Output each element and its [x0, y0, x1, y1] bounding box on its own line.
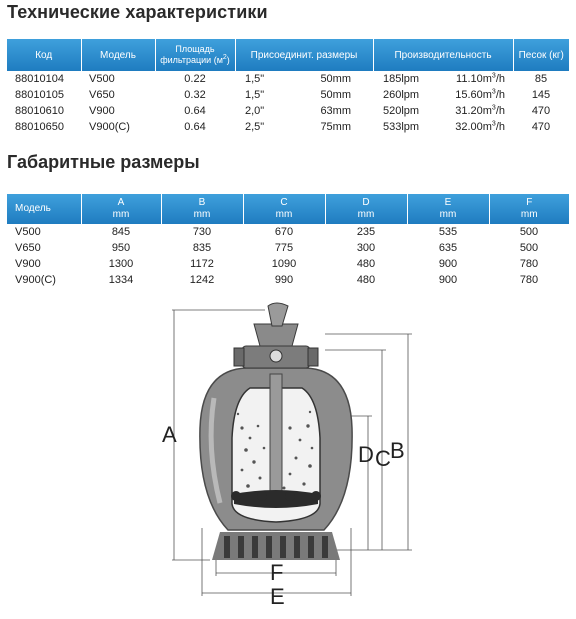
cell-area: 0.32: [184, 89, 206, 101]
capacity-m3h: [455, 121, 505, 133]
capacity-lpm: 260lpm: [383, 89, 420, 101]
dims-cell-value: 780: [519, 258, 539, 270]
multiport-valve: [234, 303, 318, 368]
label-b: B: [390, 438, 405, 463]
cell-sand: 470: [531, 121, 551, 133]
dims-cell-value: 950: [111, 242, 131, 254]
dims-cell-value: 235: [356, 226, 376, 238]
dims-header-1: [81, 194, 161, 224]
cell-connection: [235, 119, 373, 135]
spec-row: [7, 119, 569, 135]
valve-handle-icon: [268, 303, 288, 326]
dims-title: Габаритные размеры: [7, 152, 200, 172]
dims-header-3: [243, 194, 325, 224]
header-area: Площадь фильтрации $(м^2)$: [155, 39, 235, 71]
dims-cell-value: 535: [438, 226, 458, 238]
capacity-lpm: 520lpm: [383, 105, 420, 117]
dims-cell-value: 500: [519, 242, 539, 254]
capacity-values: [373, 105, 513, 117]
cell-code: 88010650: [15, 121, 64, 133]
dims-row: [7, 256, 569, 272]
cell-connection: [235, 87, 373, 103]
dims-header-2: [161, 194, 243, 224]
filter-base: [212, 532, 340, 560]
dims-header-unit: mm: [275, 209, 293, 220]
dims-header-5: [407, 194, 489, 224]
header-model: Модель: [81, 39, 155, 71]
dims-header-unit: mm: [193, 209, 211, 220]
cell-area: 0.64: [184, 105, 206, 117]
connection-mm: 63mm: [320, 105, 351, 117]
cell-code: 88010610: [15, 105, 64, 117]
spec-title: Технические характеристики: [7, 2, 268, 22]
cell-connection: [235, 71, 373, 87]
capacity-m3h-value: 31.20m: [455, 105, 492, 117]
dims-header-unit: mm: [357, 209, 375, 220]
connection-values: [235, 73, 373, 85]
dims-cell-value: 730: [192, 226, 212, 238]
dims-cell-model: V900: [15, 258, 41, 270]
cell-model: V900: [89, 105, 115, 117]
capacity-values: [373, 73, 513, 85]
cell-capacity: [373, 87, 513, 103]
connection-values: [235, 121, 373, 133]
capacity-m3h-sup: 3: [491, 88, 496, 96]
capacity-m3h-suffix: /h: [495, 121, 505, 133]
dims-cell-value: 1090: [271, 258, 297, 270]
capacity-m3h-sup: 3: [491, 120, 496, 128]
connection-mm: 50mm: [320, 73, 351, 85]
dims-row: [7, 272, 569, 288]
dims-cell-value: 500: [519, 226, 539, 238]
cell-connection: [235, 103, 373, 119]
dims-header-label: F: [526, 197, 533, 208]
dims-cell-value: 635: [438, 242, 458, 254]
capacity-values: [373, 89, 513, 101]
connection-mm: 75mm: [320, 121, 351, 133]
connection-inch: 2,0": [245, 105, 265, 117]
filter-tank: [200, 368, 352, 530]
cell-model: V650: [89, 89, 115, 101]
capacity-lpm: 185lpm: [383, 73, 420, 85]
filter-dimension-drawing: [150, 298, 430, 612]
connection-values: [235, 105, 373, 117]
capacity-m3h-value: 32.00m: [455, 121, 492, 133]
dims-header-label: A: [117, 197, 125, 208]
spec-row: [7, 71, 569, 87]
cell-sand: 470: [531, 105, 551, 117]
dims-row: [7, 224, 569, 240]
cell-sand: 145: [531, 89, 551, 101]
cell-capacity: [373, 119, 513, 135]
dims-cell-value: 300: [356, 242, 376, 254]
dims-table: [7, 194, 569, 288]
capacity-m3h-sup: 3: [491, 72, 496, 80]
spec-row: [7, 103, 569, 119]
dims-cell-value: 1300: [108, 258, 134, 270]
dims-cell-value: 480: [356, 258, 376, 270]
dims-cell-value: 1172: [190, 258, 214, 270]
dims-header-unit: mm: [112, 209, 130, 220]
label-d: D: [358, 442, 374, 467]
dims-cell-value: 1334: [108, 274, 134, 286]
dims-header-label: E: [444, 197, 452, 208]
capacity-m3h-suffix: /h: [495, 89, 505, 101]
dims-header-label: D: [362, 197, 370, 208]
cell-code: 88010105: [15, 89, 64, 101]
cell-code: 88010104: [15, 73, 64, 85]
connection-inch: 2,5": [245, 121, 265, 133]
dims-cell-value: 480: [356, 274, 376, 286]
label-a: A: [162, 422, 177, 447]
capacity-m3h-value: 15.60m: [455, 89, 492, 101]
label-c: C: [375, 446, 391, 471]
dims-header-4: [325, 194, 407, 224]
dims-header-unit: mm: [439, 209, 457, 220]
connection-inch: 1,5": [245, 73, 265, 85]
pressure-gauge-icon: [270, 350, 282, 362]
spec-row: [7, 87, 569, 103]
dims-header-6: [489, 194, 569, 224]
capacity-m3h-suffix: /h: [495, 73, 505, 85]
dims-cell-model: V500: [15, 226, 41, 238]
spec-table: [7, 39, 569, 135]
dims-header-0: [7, 194, 81, 224]
dims-header-label: B: [198, 197, 206, 208]
capacity-m3h: [456, 73, 505, 85]
cell-area: 0.22: [184, 73, 206, 85]
capacity-m3h-sup: 3: [491, 104, 496, 112]
header-connection: Присоединит. размеры: [235, 39, 373, 71]
dims-header-row: [7, 194, 569, 224]
dims-cell-model: V650: [15, 242, 41, 254]
dims-header-label: Модель: [15, 203, 51, 214]
cell-model: V900(C): [89, 121, 130, 133]
dims-cell-model: V900(C): [15, 274, 56, 286]
capacity-m3h: [455, 105, 505, 117]
label-e: E: [270, 584, 285, 609]
dims-header-label: C: [280, 197, 288, 208]
capacity-values: [373, 121, 513, 133]
header-capacity: Производительность: [373, 39, 513, 71]
label-f: F: [270, 560, 284, 585]
dims-cell-value: 900: [438, 274, 458, 286]
dims-cell-value: 990: [274, 274, 294, 286]
header-code: Код: [7, 39, 81, 71]
dims-cell-value: 845: [111, 226, 131, 238]
dims-cell-value: 670: [274, 226, 294, 238]
dims-header-unit: mm: [520, 209, 538, 220]
dims-cell-value: 835: [192, 242, 212, 254]
cell-capacity: [373, 71, 513, 87]
cell-capacity: [373, 103, 513, 119]
capacity-m3h: [455, 89, 505, 101]
connection-inch: 1,5": [245, 89, 265, 101]
capacity-m3h-suffix: /h: [495, 105, 505, 117]
cell-sand: 85: [534, 73, 548, 85]
capacity-lpm: 533lpm: [383, 121, 420, 133]
spec-header-row: [7, 39, 569, 71]
header-sand: Песок (кг): [513, 39, 569, 71]
cell-area: 0.64: [184, 121, 206, 133]
dims-row: [7, 240, 569, 256]
dims-cell-value: 1242: [189, 274, 215, 286]
dims-cell-value: 780: [519, 274, 539, 286]
cell-model: V500: [89, 73, 115, 85]
connection-values: [235, 89, 373, 101]
connection-mm: 50mm: [320, 89, 351, 101]
dims-cell-value: 775: [274, 242, 294, 254]
capacity-m3h-value: 11.10m: [456, 73, 492, 85]
dims-cell-value: 900: [438, 258, 458, 270]
